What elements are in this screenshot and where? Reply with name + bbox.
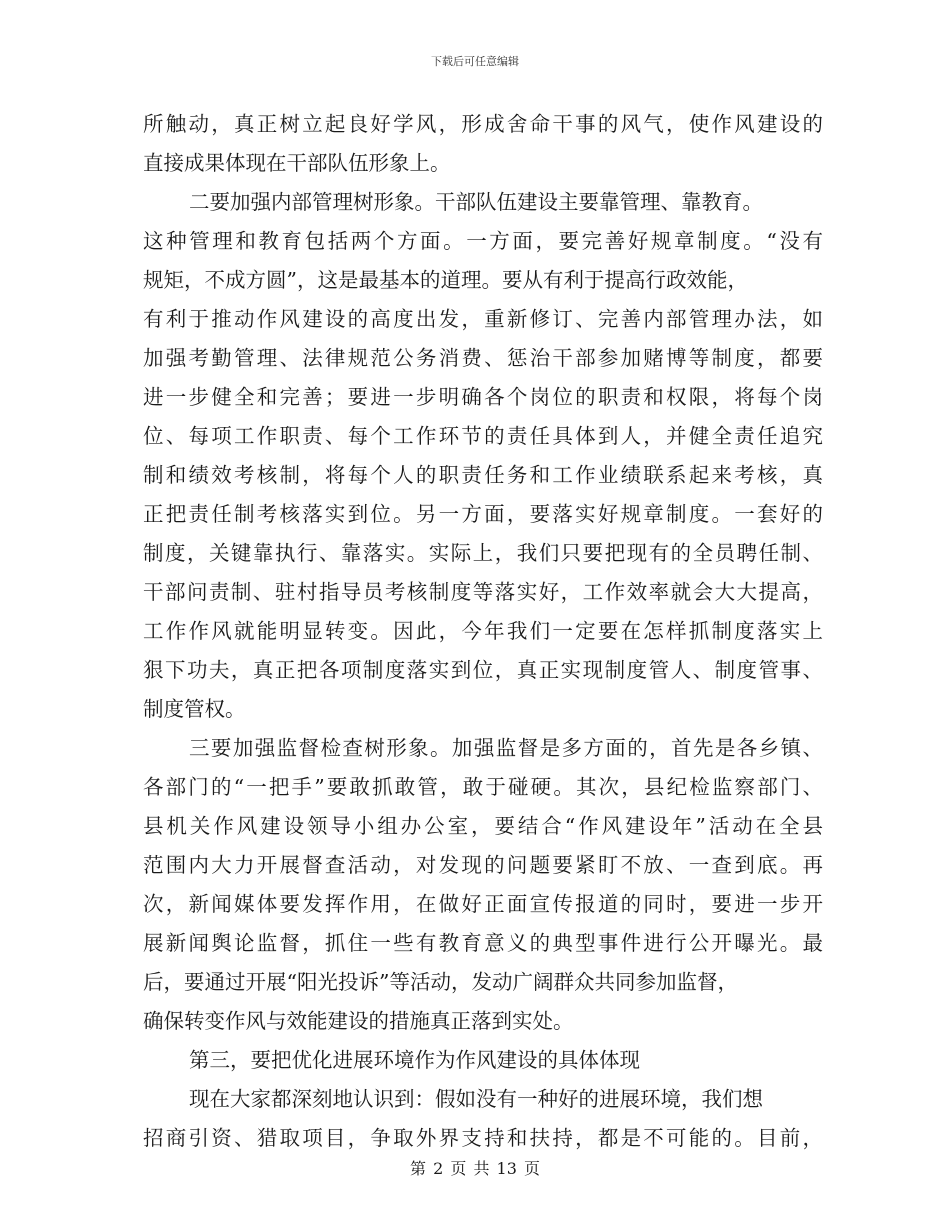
text-line: 正把责任制考核落实到位。另一方面，要落实好规章制度。一套好的 (143, 502, 823, 526)
text-line: 第三，要把优化进展环境作为作风建设的具体体现 (189, 1048, 640, 1072)
text-line: 工作作风就能明显转变。因此，今年我们一定要在怎样抓制度落实上 (143, 619, 823, 643)
text-line: 县机关作风建设领导小组办公室，要结合“作风建设年”活动在全县 (143, 814, 823, 838)
text-line: 二要加强内部管理树形象。干部队伍建设主要靠管理、靠教育。 (189, 190, 763, 214)
text-line: 有利于推动作风建设的高度出发，重新修订、完善内部管理办法，如 (143, 307, 823, 331)
text-line: 展新闻舆论监督，抓住一些有教育意义的典型事件进行公开曝光。最 (143, 931, 823, 955)
text-line: 各部门的“一把手”要敢抓敢管，敢于碰硬。其次，县纪检监察部门、 (143, 775, 823, 799)
text-line: 这种管理和教育包括两个方面。一方面，要完善好规章制度。“没有 (143, 229, 823, 253)
text-line: 范围内大力开展督查活动，对发现的问题要紧盯不放、一查到底。再 (143, 853, 823, 877)
text-line: 制度管权。 (143, 697, 246, 721)
text-line: 后，要通过开展“阳光投诉”等活动，发动广阔群众共同参加监督， (143, 970, 738, 994)
text-line: 直接成果体现在干部队伍形象上。 (143, 151, 451, 175)
page-header: 下载后可任意编辑 (431, 55, 519, 68)
document-body (143, 105, 823, 1158)
text-line: 进一步健全和完善；要进一步明确各个岗位的职责和权限，将每个岗 (143, 385, 823, 409)
text-line: 确保转变作风与效能建设的措施真正落到实处。 (143, 1009, 574, 1033)
text-line: 次，新闻媒体要发挥作用，在做好正面宣传报道的同时，要进一步开 (143, 892, 823, 916)
text-line: 规矩，不成方圆”，这是最基本的道理。要从有利于提高行政效能， (143, 268, 748, 292)
text-line: 加强考勤管理、法律规范公务消费、惩治干部参加赌博等制度，都要 (143, 346, 823, 370)
text-line: 制和绩效考核制，将每个人的职责任务和工作业绩联系起来考核，真 (143, 463, 823, 487)
text-line: 三要加强监督检查树形象。加强监督是多方面的，首先是各乡镇、 (189, 736, 823, 760)
text-line: 所触动，真正树立起良好学风，形成舍命干事的风气，使作风建设的 (143, 112, 823, 136)
text-line: 狠下功夫，真正把各项制度落实到位，真正实现制度管人、制度管事、 (143, 658, 823, 682)
text-line: 招商引资、猎取项目，争取外界支持和扶持，都是不可能的。目前， (143, 1126, 823, 1150)
text-line: 现在大家都深刻地认识到：假如没有一种好的进展环境，我们想 (189, 1087, 763, 1111)
text-line: 位、每项工作职责、每个工作环节的责任具体到人，并健全责任追究 (143, 424, 823, 448)
text-line: 制度，关键靠执行、靠落实。实际上，我们只要把现有的全员聘任制、 (143, 541, 823, 565)
text-line: 干部问责制、驻村指导员考核制度等落实好，工作效率就会大大提高， (143, 580, 823, 604)
page-footer: 第 2 页 共 13 页 (410, 1159, 540, 1178)
